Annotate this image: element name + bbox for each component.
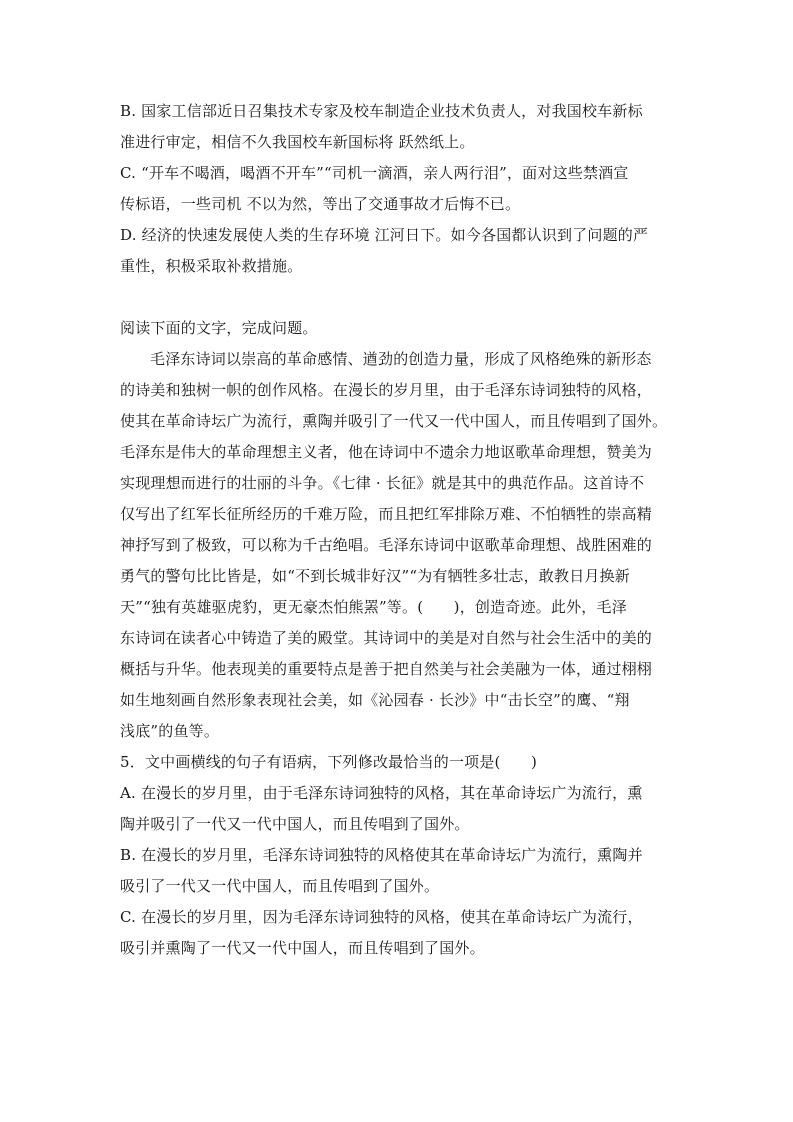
option-c-line-2: 传标语，一些司机 不以为然，等出了交通事故才后悔不已。 (120, 195, 521, 213)
option-d-line-1: D. 经济的快速发展使人类的生存环境 江河日下。如今各国都认识到了问题的严 (120, 226, 649, 244)
passage-line: 天”“独有英雄驱虎豹，更无豪杰怕熊罴”等。( )，创造奇迹。此外，毛泽 (120, 598, 627, 616)
option-b-line-2: 准进行审定，相信不久我国校车新国标将 跃然纸上。 (120, 133, 475, 151)
option-c-line-1: C. “开车不喝酒，喝酒不开车”“司机一滴酒，亲人两行泪”，面对这些禁酒宣 (120, 164, 629, 182)
passage-line: 的诗美和独树一帜的创作风格。在漫长的岁月里，由于毛泽东诗词独特的风格， (120, 381, 653, 399)
passage-line: 浅底”的鱼等。 (120, 722, 220, 740)
passage-line: 神抒写到了极致，可以称为千古绝唱。毛泽东诗词中讴歌革命理想、战胜困难的 (120, 536, 653, 554)
passage-line: 如生地刻画自然形象表现社会美，如《沁园春 · 长沙》中“击长空”的鹰、“翔 (120, 691, 630, 709)
question-option-c-line-2: 吸引并熏陶了一代又一代中国人，而且传唱到了国外。 (120, 939, 485, 957)
question-option-a-line-1: A. 在漫长的岁月里，由于毛泽东诗词独特的风格，其在革命诗坛广为流行，熏 (120, 784, 643, 802)
passage-line: 仅写出了红军长征所经历的千难万险，而且把红军排除万难、不怕牺牲的崇高精 (120, 505, 653, 523)
option-b-line-1: B. 国家工信部近日召集技术专家及校车制造企业技术负责人，对我国校车新标 (120, 102, 643, 120)
question-option-b-line-2: 吸引了一代又一代中国人，而且传唱到了国外。 (120, 877, 440, 895)
passage-line: 概括与升华。他表现美的重要特点是善于把自然美与社会美融为一体，通过栩栩 (120, 660, 653, 678)
passage-line: 实现理想而进行的壮丽的斗争。《七律 · 长征》就是其中的典范作品。这首诗不 (120, 474, 645, 492)
question-option-b-line-1: B. 在漫长的岁月里，毛泽东诗词独特的风格使其在革命诗坛广为流行，熏陶并 (120, 846, 643, 864)
option-d-line-2: 重性，积极采取补救措施。 (120, 257, 303, 275)
question-stem: 5．文中画横线的句子有语病，下列修改最恰当的一项是( ) (120, 753, 538, 771)
passage-line: 使其在革命诗坛广为流行，熏陶并吸引了一代又一代中国人，而且传唱到了国外。 (120, 412, 668, 430)
passage-line: 东诗词在读者心中铸造了美的殿堂。其诗词中的美是对自然与社会生活中的美的 (120, 629, 653, 647)
question-option-a-line-2: 陶并吸引了一代又一代中国人，而且传唱到了国外。 (120, 815, 470, 833)
question-option-c-line-1: C. 在漫长的岁月里，因为毛泽东诗词独特的风格，使其在革命诗坛广为流行， (120, 908, 643, 926)
passage-line: 勇气的警句比比皆是，如“不到长城非好汉”“为有牺牲多壮志，敢教日月换新 (120, 567, 631, 585)
passage-line: 毛泽东诗词以崇高的革命感情、遒劲的创造力量，形成了风格绝殊的新形态 (150, 350, 652, 368)
reading-instruction: 阅读下面的文字，完成问题。 (120, 319, 318, 337)
passage-line: 毛泽东是伟大的革命理想主义者，他在诗词中不遗余力地讴歌革命理想，赞美为 (120, 443, 653, 461)
